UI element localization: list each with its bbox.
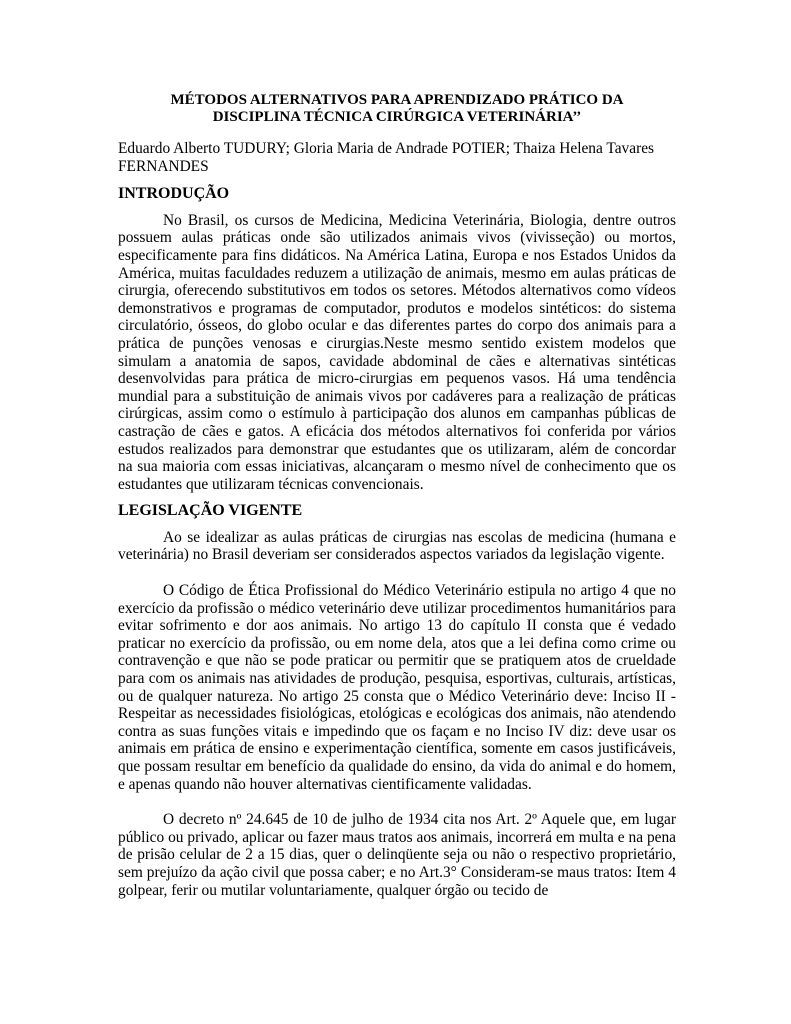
legislation-paragraph-2: O Código de Ética Profissional do Médico Veterinário estipula no artigo 4 que no exercício da profissão o médico veterinário deve utilizar procedimentos humanitários para evitar sofrimento e dor aos animais. No artigo 13 do capítulo II consta que é vedado praticar no exercício da profissão, ou em nome dela, atos que a lei defina como crime ou contravenção e que não se pode praticar ou permitir que se pratiquem atos de crueldade para com os animais nas atividades de produção, pesquisa, esportivas, culturais, artísticas, ou de qualquer natureza. No artigo 25 consta que o Médico Veterinário deve: Inciso II - Respeitar as necessidades fisiológicas, etológicas e ecológicas dos animais, não atendendo contra as suas funções vitais e impedindo que os façam e no Inciso IV diz: deve usar os animais em prática de ensino e experimentação científica, somente em casos justificáveis, que possam resultar em benefício da qualidade do ensino, da vida do animal e do homem, e apenas quando não houver alternativas cientificamente validadas. xyxy=(118,582,676,793)
legislation-paragraph-1: Ao se idealizar as aulas práticas de cirurgias nas escolas de medicina (humana e veterinária) no Brasil deveriam ser considerados aspectos variados da legislação vigente. xyxy=(118,528,676,564)
legislation-paragraph-3: O decreto nº 24.645 de 10 de julho de 1934 cita nos Art. 2º Aquele que, em lugar público ou privado, aplicar ou fazer maus tratos aos animais, incorrerá em multa e na pena de prisão celular de 2 a 15 dias, quer o delinqüente seja ou não o respectivo proprietário, sem prejuízo da ação civil que possa caber; e no Art.3° Consideram-se maus tratos: Item 4 golpear, ferir ou mutilar voluntariamente, qualquer órgão ou tecido de xyxy=(118,811,676,899)
section-heading-legislation: LEGISLAÇÃO VIGENTE xyxy=(118,502,303,520)
title-line-1: MÉTODOS ALTERNATIVOS PARA APRENDIZADO PRÁTICO DA xyxy=(170,92,624,108)
document-title xyxy=(118,92,676,126)
section-heading-introduction: INTRODUÇÃO xyxy=(118,185,230,203)
introduction-paragraph: No Brasil, os cursos de Medicina, Medicina Veterinária, Biologia, dentre outros possuem aulas práticas onde são utilizados animais vivos (vivisseção) ou mortos, especificamente para fins didáticos. Na América Latina, Europa e nos Estados Unidos da América, muitas faculdades reduzem a utilização de animais, mesmo em aulas práticas de cirurgia, oferecendo substitutivos em todos os setores. Métodos alternativos como vídeos demonstrativos e programas de computador, produtos e modelos sintéticos: do sistema circulatório, ósseos, do globo ocular e das diferentes partes do corpo dos animais para a prática de punções venosas e cirurgias.Neste mesmo sentido existem modelos que simulam a anatomia de sapos, cavidade abdominal de cães e alternativas sintéticas desenvolvidas para prática de micro-cirurgias em pequenos vasos. Há uma tendência mundial para a substituição de animais vivos por cadáveres para a realização de práticas cirúrgicas, assim como o estímulo à participação dos alunos em campanhas públicas de castração de cães e gatos. A eficácia dos métodos alternativos foi conferida por vários estudos realizados para demonstrar que estudantes que os utilizaram, além de concordar na sua maioria com essas iniciativas, alcançaram o mesmo nível de conhecimento que os estudantes que utilizaram técnicas convencionais. xyxy=(118,211,676,493)
document-page xyxy=(118,92,676,908)
title-line-2: DISCIPLINA TÉCNICA CIRÚRGICA VETERINÁRIA’’ xyxy=(212,109,582,125)
authors-line: Eduardo Alberto TUDURY; Gloria Maria de Andrade POTIER; Thaiza Helena Tavares FERNANDES xyxy=(118,140,655,175)
